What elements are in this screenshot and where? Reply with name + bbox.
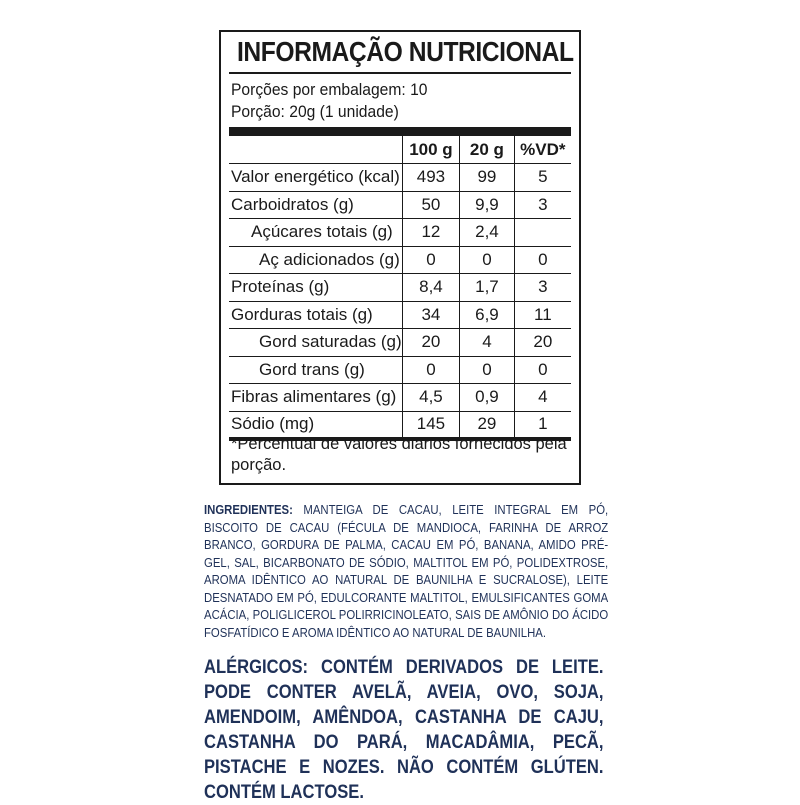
value-100g: 12 xyxy=(402,219,460,247)
header-100g: 100 g xyxy=(402,136,460,164)
table-row xyxy=(229,356,571,384)
value-vd: 3 xyxy=(514,191,571,219)
value-100g: 34 xyxy=(402,301,460,329)
value-100g: 0 xyxy=(402,246,460,274)
nutrient-label: Sódio (mg) xyxy=(229,411,402,439)
value-100g: 145 xyxy=(402,411,460,439)
nutrient-label: Açúcares totais (g) xyxy=(229,219,402,247)
ingredients-text: MANTEIGA DE CACAU, LEITE INTEGRAL EM PÓ, BISCOITO DE CACAU (FÉCULA DE MANDIOCA, FARINHA DE ARROZ BRANCO, GORDURA DE PALMA, CACAU EM PÓ, BANANA, AMIDO PRÉ-GEL, SAL, BICARBONATO DE SÓDIO, MALTITOL EM PÓ, POLIDEXTROSE, AROMA IDÊNTICO AO NATURAL DE BAUNILHA E SUCRALOSE), LEITE DESNATADO EM PÓ, EDULCORANTE MALTITOL, EMULSIFICANTES GOMA ACÁCIA, POLIGLICEROL POLIRRICINOLEATO, SAIS DE AMÔNIO DO ÁCIDO FOSFATÍDICO E AROMA IDÊNTICO AO NATURAL DE BAUNILHA. xyxy=(204,502,609,640)
value-20g: 1,7 xyxy=(460,274,514,302)
serving-size: Porção: 20g (1 unidade) xyxy=(231,102,399,121)
value-100g: 4,5 xyxy=(402,384,460,412)
ingredients-block xyxy=(204,501,608,641)
table-row xyxy=(229,274,571,302)
nutrition-facts-panel xyxy=(219,30,581,485)
table-row xyxy=(229,301,571,329)
ingredients-label: INGREDIENTES: xyxy=(204,502,293,517)
value-vd: 20 xyxy=(514,329,571,357)
value-100g: 8,4 xyxy=(402,274,460,302)
value-vd: 11 xyxy=(514,301,571,329)
table-header-row xyxy=(229,136,571,164)
table-row xyxy=(229,246,571,274)
value-100g: 0 xyxy=(402,356,460,384)
value-20g: 6,9 xyxy=(460,301,514,329)
table-row xyxy=(229,329,571,357)
nutrient-label: Gorduras totais (g) xyxy=(229,301,402,329)
value-vd: 0 xyxy=(514,356,571,384)
value-vd xyxy=(514,219,571,247)
nutrient-label: Fibras alimentares (g) xyxy=(229,384,402,412)
value-vd: 1 xyxy=(514,411,571,439)
value-vd: 4 xyxy=(514,384,571,412)
table-row xyxy=(229,219,571,247)
nutrition-table xyxy=(229,136,571,441)
thick-divider xyxy=(229,127,571,136)
value-20g: 0,9 xyxy=(460,384,514,412)
nutrient-label: Gord saturadas (g) xyxy=(229,329,402,357)
nutrient-label: Valor energético (kcal) xyxy=(229,164,402,192)
nutrient-label: Carboidratos (g) xyxy=(229,191,402,219)
value-100g: 20 xyxy=(402,329,460,357)
value-20g: 9,9 xyxy=(460,191,514,219)
servings-per-package: Porções por embalagem: 10 xyxy=(231,80,428,99)
value-20g: 0 xyxy=(460,356,514,384)
title-divider xyxy=(229,72,571,74)
value-20g: 99 xyxy=(460,164,514,192)
header-20g: 20 g xyxy=(460,136,514,164)
footnote: *Percentual de valores diários fornecidos pela porção. xyxy=(231,435,567,474)
header-label xyxy=(229,136,402,164)
value-20g: 0 xyxy=(460,246,514,274)
value-20g: 29 xyxy=(460,411,514,439)
table-row xyxy=(229,384,571,412)
nutrient-label: Gord trans (g) xyxy=(229,356,402,384)
value-100g: 493 xyxy=(402,164,460,192)
value-vd: 3 xyxy=(514,274,571,302)
value-vd: 5 xyxy=(514,164,571,192)
table-row xyxy=(229,164,571,192)
table-row xyxy=(229,191,571,219)
value-vd: 0 xyxy=(514,246,571,274)
header-vd: %VD* xyxy=(514,136,571,164)
allergens-block: ALÉRGICOS: CONTÉM DERIVADOS DE LEITE. PODE CONTER AVELÃ, AVEIA, OVO, SOJA, AMENDOIM, AMÊNDOA, CASTANHA DE CAJU, CASTANHA DO PARÁ, MACADÂMIA, PECÃ, PISTACHE E NOZES. NÃO CONTÉM GLÚTEN. CONTÉM LACTOSE. xyxy=(204,656,604,803)
value-100g: 50 xyxy=(402,191,460,219)
panel-title: INFORMAÇÃO NUTRICIONAL xyxy=(237,36,574,67)
value-20g: 4 xyxy=(460,329,514,357)
nutrient-label: Aç adicionados (g) xyxy=(229,246,402,274)
value-20g: 2,4 xyxy=(460,219,514,247)
nutrient-label: Proteínas (g) xyxy=(229,274,402,302)
